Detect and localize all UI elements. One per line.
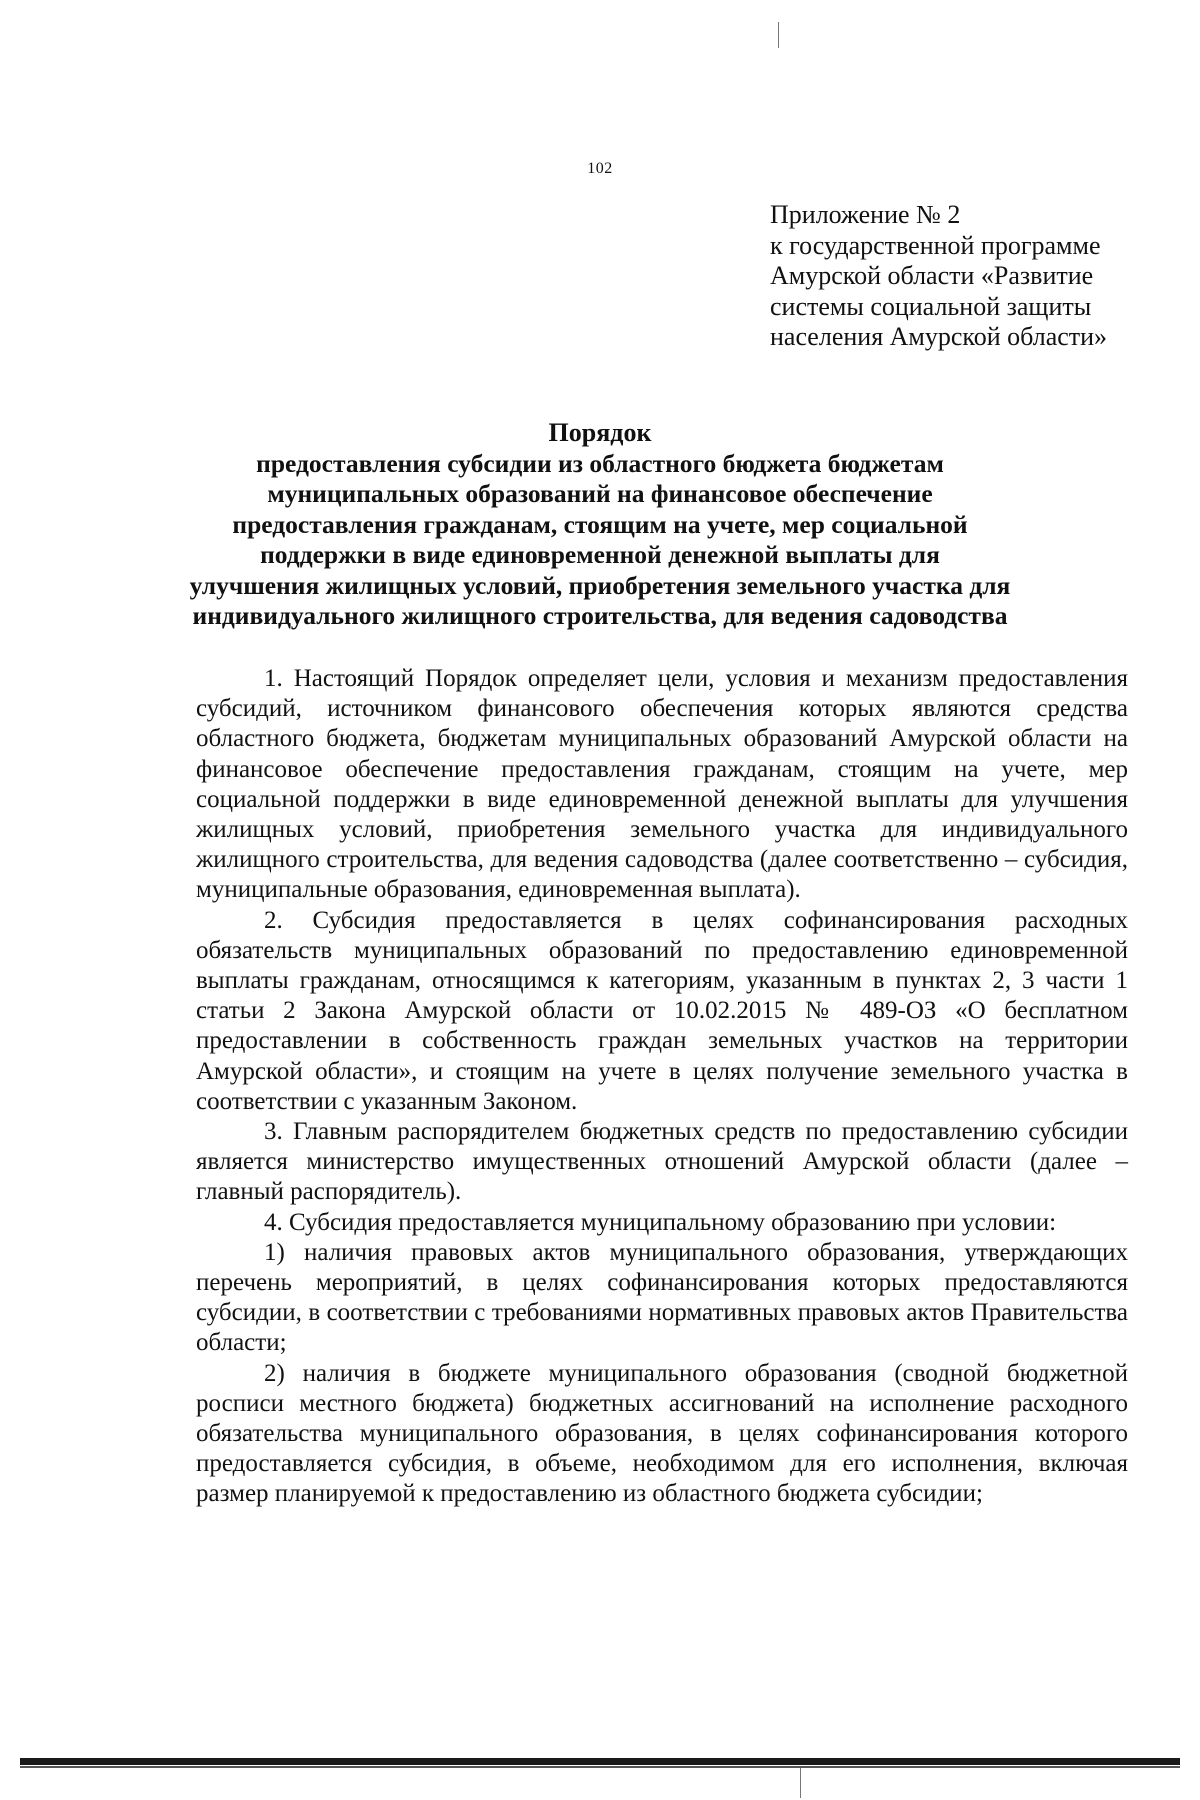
- title-line: улучшения жилищных условий, приобретения земельного участка для: [189, 570, 1011, 600]
- paragraph-3: 3. Главным распорядителем бюджетных средств по предоставлению субсидии является министерство имущественных отношений Амурской области (далее – главный распорядитель).: [196, 1118, 1128, 1206]
- document-title: [150, 418, 1050, 632]
- title-line: предоставления гражданам, стоящим на учете, мер социальной: [232, 509, 968, 539]
- paragraph-2: 2. Субсидия предоставляется в целях софинансирования расходных обязательств муниципальных образований по предоставлению единовременной выплаты гражданам, относящимся к категориям, указанным в пунктах 2, 3 части 1 статьи 2 Закона Амурской области от 10.02.2015 № 489-ОЗ «О бесплатном предоставлении в собственность граждан земельных участков на территории Амурской области», и стоящим на учете в целях получение земельного участка в соответствии с указанным Законом.: [196, 906, 1128, 1115]
- title-line: индивидуального жилищного строительства, для ведения садоводства: [192, 601, 1008, 630]
- scan-mark-bottom: [800, 1768, 801, 1798]
- appendix-line: к государственной программе: [770, 230, 1101, 260]
- paragraph-1: 1. Настоящий Порядок определяет цели, условия и механизм предоставления субсидий, источником финансового обеспечения которых являются средства областного бюджета, бюджетам муниципальных образований Амурской области на финансовое обеспечение предоставления гражданам, стоящим на учете, мер социальной поддержки в виде единовременной денежной выплаты для улучшения жилищных условий, приобретения земельного участка для индивидуального жилищного строительства, для ведения садоводства (далее соответственно – субсидия, муниципальные образования, единовременная выплата).: [196, 665, 1128, 904]
- paragraph-4-2: 2) наличия в бюджете муниципального образования (сводной бюджетной росписи местного бюджета) бюджетных ассигнований на исполнение расходного обязательства муниципального образования, в целях софинансирования которого предоставляется субсидия, в объеме, необходимом для его исполнения, включая размер планируемой к предоставлению из областного бюджета субсидии;: [196, 1359, 1128, 1508]
- paragraph-4: 4. Субсидия предоставляется муниципальному образованию при условии:: [264, 1208, 1057, 1236]
- document-body: [196, 664, 1128, 1510]
- appendix-line: системы социальной защиты: [770, 291, 1092, 321]
- title-line: предоставления субсидии из областного бюджета бюджетам: [256, 448, 944, 478]
- appendix-line: населения Амурской области»: [770, 322, 1108, 351]
- scan-border-bottom: [20, 1758, 1180, 1765]
- page-number: 102: [587, 160, 613, 177]
- title-line: поддержки в виде единовременной денежной выплаты для: [260, 540, 940, 569]
- paragraph-4-1: 1) наличия правовых актов муниципального образования, утверждающих перечень мероприятий, в целях софинансирования которых предоставляются субсидии, в соответствии с требованиями нормативных правовых актов Правительства области;: [196, 1238, 1128, 1357]
- appendix-line: Амурской области «Развитие: [770, 261, 1094, 290]
- title-line: муниципальных образований на финансовое обеспечение: [267, 479, 933, 508]
- scan-border-bottom-thin: [20, 1766, 1180, 1768]
- title-main: Порядок: [548, 418, 652, 447]
- appendix-line: Приложение № 2: [770, 200, 961, 229]
- scan-mark-top: [778, 22, 779, 48]
- appendix-header: [770, 200, 1170, 353]
